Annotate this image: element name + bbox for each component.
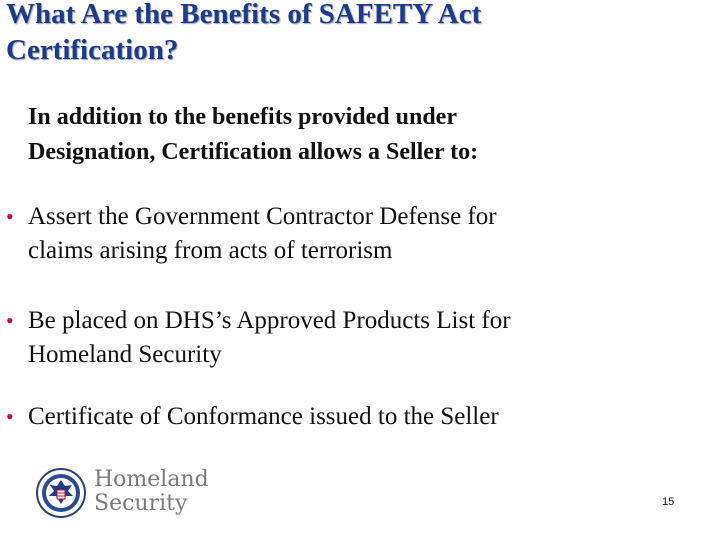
- bullet-icon: •: [6, 204, 14, 229]
- logo-wordmark: [94, 468, 209, 516]
- intro-line-2: Designation, Certification allows a Seller to:: [28, 139, 479, 165]
- list-item: [6, 304, 511, 372]
- bullet-icon: •: [6, 404, 14, 429]
- intro-paragraph: [28, 100, 688, 170]
- bullet-1-line-1: Assert the Government Contractor Defense for: [28, 203, 497, 230]
- slide-title: [6, 0, 706, 68]
- bullet-3-line-1: Certificate of Conformance issued to the Seller: [28, 403, 499, 430]
- page-number: 15: [662, 496, 675, 508]
- slide-title-line-2: Certification?: [6, 34, 179, 66]
- slide-title-line-1: What Are the Benefits of SAFETY Act: [6, 0, 482, 30]
- list-item: [6, 400, 499, 434]
- bullet-2-line-2: Homeland Security: [28, 341, 222, 368]
- bullet-icon: •: [6, 308, 14, 333]
- bullet-1-line-2: claims arising from acts of terrorism: [28, 237, 393, 264]
- logo-line-1: Homeland: [94, 467, 209, 492]
- list-item: [6, 200, 497, 268]
- logo-line-2: Security: [94, 491, 188, 516]
- homeland-security-logo: [36, 466, 236, 522]
- bullet-2-line-1: Be placed on DHS’s Approved Products List for: [28, 307, 511, 334]
- intro-line-1: In addition to the benefits provided under: [28, 104, 457, 130]
- dhs-seal-icon: [36, 468, 86, 518]
